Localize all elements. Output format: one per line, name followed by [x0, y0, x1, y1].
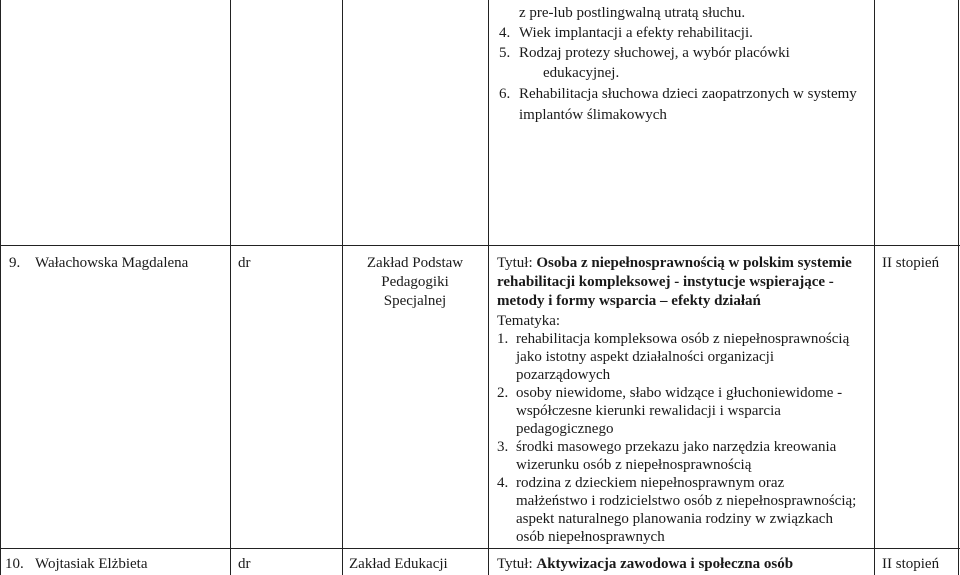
- table-column-divider: [874, 0, 875, 575]
- topic-number: 2.: [497, 385, 509, 401]
- topic-number: 1.: [497, 331, 509, 347]
- topic-line: osoby niewidome, słabo widzące i głuchoniewidome -: [516, 385, 843, 401]
- topic-number: 3.: [497, 439, 509, 455]
- topic-line: aspekt naturalnego planowania rodziny w związkach: [516, 511, 833, 527]
- title-label: Tytuł:: [497, 556, 537, 572]
- topic-line: jako istotny aspekt działalności organizacji: [516, 349, 774, 365]
- prev-topic-line: edukacyjnej.: [543, 65, 620, 81]
- topic-line: małżeństwo i rodzicielstwo osób z niepełnosprawnością;: [516, 493, 857, 509]
- department: Zakład Edukacji: [349, 556, 448, 572]
- title-label: Tytuł:: [497, 255, 537, 271]
- study-level: II stopień: [882, 556, 940, 572]
- prev-topic-line: 5. Rodzaj protezy słuchowej, a wybór placówki: [499, 45, 790, 61]
- topic-line: pozarządowych: [516, 367, 611, 383]
- thesis-title: Tytuł: Aktywizacja zawodowa i społeczna osób: [497, 556, 794, 572]
- row-divider: [0, 245, 960, 246]
- department-line: Specjalnej: [383, 293, 447, 309]
- row-number: 9.: [9, 255, 21, 271]
- title-line: metody i formy wsparcia – efekty działań: [497, 293, 761, 309]
- prev-topic-line: implantów ślimakowych: [519, 107, 667, 123]
- topic-line: współczesne kierunki rewalidacji i wsparcia: [516, 403, 781, 419]
- table-border-left: [0, 0, 1, 575]
- study-level: II stopień: [882, 255, 940, 271]
- table-column-divider: [342, 0, 343, 575]
- topic-line: rodzina z dzieckiem niepełnosprawnym oraz: [516, 475, 785, 491]
- row-divider: [0, 548, 960, 549]
- topic-line: wizerunku osób z niepełnosprawnością: [516, 457, 752, 473]
- academic-degree: dr: [238, 556, 251, 572]
- department-line: Pedagogiki: [381, 274, 449, 290]
- title-line: rehabilitacji kompleksowej - instytucje wspierające -: [497, 274, 834, 290]
- row-number: 10.: [5, 556, 24, 572]
- topic-line: osób niepełnosprawnych: [516, 529, 665, 545]
- table-column-divider: [488, 0, 489, 575]
- academic-degree: dr: [238, 255, 251, 271]
- prev-topic-line: 4. Wiek implantacji a efekty rehabilitacji.: [499, 25, 753, 41]
- prev-topic-line: 6. Rehabilitacja słuchowa dzieci zaopatrzonych w systemy: [499, 86, 857, 102]
- topic-line: rehabilitacja kompleksowa osób z niepełnosprawnością: [516, 331, 850, 347]
- topic-number: 4.: [497, 475, 509, 491]
- table-border-right: [958, 0, 959, 575]
- topic-line: pedagogicznego: [516, 421, 614, 437]
- title-line: Tytuł: Osoba z niepełnosprawnością w polskim systemie: [497, 255, 852, 271]
- topic-line: środki masowego przekazu jako narzędzia kreowania: [516, 439, 837, 455]
- topics-label: Tematyka:: [497, 313, 561, 329]
- supervisor-name: Wojtasiak Elżbieta: [35, 556, 148, 572]
- prev-topic-line: z pre-lub postlingwalną utratą słuchu.: [519, 5, 746, 21]
- supervisor-name: Wałachowska Magdalena: [35, 255, 189, 271]
- table-column-divider: [230, 0, 231, 575]
- department-line: Zakład Podstaw: [366, 255, 464, 271]
